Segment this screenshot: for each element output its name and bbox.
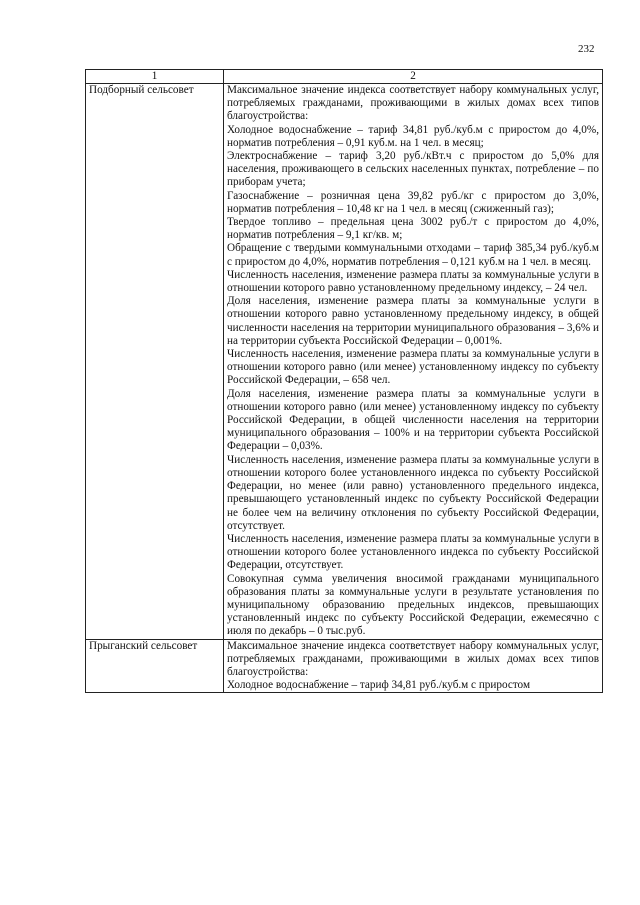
paragraph: Обращение с твердыми коммунальными отходами – тариф 385,34 руб./куб.м с приростом до 4,0%, норматив потребления – 0,121 куб.м на 1 чел. в месяц. [227, 242, 599, 268]
document-table [85, 69, 603, 693]
column-header-2: 2 [224, 70, 603, 84]
paragraph: Численность населения, изменение размера платы за коммунальные услуги в отношении которого равно (или менее) установленному индексу по субъекту Российской Федерации, – 658 чел. [227, 348, 599, 387]
municipality-name: Прыганский сельсовет [86, 639, 224, 693]
municipality-name: Подборный сельсовет [86, 84, 224, 640]
page-number: 232 [578, 43, 595, 55]
paragraph: Численность населения, изменение размера платы за коммунальные услуги в отношении которого более установленного индекса по субъекту Российской Федерации, но менее (или равно) установленного предельного индекса, превышающего установленный индекс по субъекту Российской Федерации не более чем на величину отклонения по субъекту Российской Федерации, отсутствует. [227, 453, 599, 532]
paragraph: Численность населения, изменение размера платы за коммунальные услуги в отношении которого более установленного индекса по субъекту Российской Федерации, отсутствует. [227, 532, 599, 572]
paragraph: Доля населения, изменение размера платы за коммунальные услуги в отношении которого равно (или менее) установленному индексу по субъекту Российской Федерации, в общей численности населения на территории муниципального образования – 100% и на территории субъекта Российской Федерации – 0,03%. [227, 387, 599, 453]
paragraph: Доля населения, изменение размера платы за коммунальные услуги в отношении которого равно установленному предельному индексу, в общей численности населения на территории муниципального образования – 3,6% и на территории субъекта Российской Федерации – 0,001%. [227, 295, 599, 347]
description-cell [224, 639, 603, 693]
paragraph: Холодное водоснабжение – тариф 34,81 руб./куб.м с приростом до 4,0%, норматив потребления – 0,91 куб.м. на 1 чел. в месяц; [227, 123, 599, 149]
paragraph: Максимальное значение индекса соответствует набору коммунальных услуг, потребляемых гражданами, проживающими в жилых домах всех типов благоустройства: [227, 639, 599, 678]
paragraph: Численность населения, изменение размера платы за коммунальные услуги в отношении которого равно установленному предельному индексу, – 24 чел. [227, 268, 599, 295]
paragraph: Газоснабжение – розничная цена 39,82 руб./кг с приростом до 3,0%, норматив потребления – 10,48 кг на 1 чел. в месяц (сжиженный газ); [227, 189, 599, 215]
table-row [86, 639, 603, 693]
header-row [86, 70, 603, 84]
paragraph: Максимальное значение индекса соответствует набору коммунальных услуг, потребляемых гражданами, проживающими в жилых домах всех типов благоустройства: [227, 84, 599, 123]
table-row [86, 84, 603, 640]
paragraph: Совокупная сумма увеличения вносимой гражданами муниципального образования платы за коммунальные услуги в результате установления по муниципальному образованию предельных индексов, превышающих установленный индекс по субъекту Российской Федерации, ежемесячно с июля по декабрь – 0 тыс.руб. [227, 572, 599, 638]
paragraph: Холодное водоснабжение – тариф 34,81 руб./куб.м с приростом [227, 679, 531, 692]
paragraph: Электроснабжение – тариф 3,20 руб./кВт.ч с приростом до 5,0% для населения, проживающего в сельских населенных пунктах, потребление – по приборам учета; [227, 150, 599, 189]
column-header-1: 1 [86, 70, 224, 84]
paragraph: Твердое топливо – предельная цена 3002 руб./т с приростом до 4,0%, норматив потребления – 9,1 кг/кв. м; [227, 216, 599, 242]
description-cell [224, 84, 603, 640]
